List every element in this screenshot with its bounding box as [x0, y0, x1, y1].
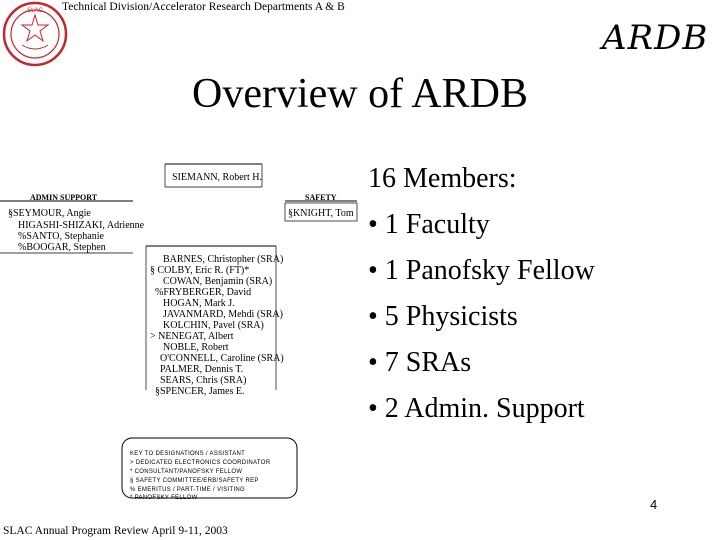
legend-line: * CONSULTANT/PANOFSKY FELLOW	[130, 469, 243, 475]
department-header: Technical Division/Accelerator Research Departments A & B	[62, 1, 345, 13]
staff-member: O'CONNELL, Caroline (SRA)	[160, 353, 284, 364]
safety-label: SAFETY	[305, 193, 337, 202]
admin-support-label: ADMIN SUPPORT	[30, 193, 98, 202]
admin-member: %SANTO, Stephanie	[18, 231, 104, 242]
summary-bullet: • 2 Admin. Support	[368, 393, 585, 424]
staff-list	[150, 254, 284, 397]
summary-bullet: • 5 Physicists	[368, 301, 518, 332]
staff-member: §SPENCER, James E.	[155, 386, 245, 397]
admin-members	[8, 208, 145, 253]
slac-seal-icon	[2, 1, 68, 67]
legend-line: % EMERITUS / PART-TIME / VISITING	[130, 487, 246, 493]
summary-bullet: • 1 Panofsky Fellow	[368, 255, 595, 286]
staff-member: SEARS, Chris (SRA)	[160, 375, 247, 386]
admin-member: %BOOGAR, Stephen	[18, 242, 106, 253]
legend-line: KEY TO DESIGNATIONS / ASSISTANT	[130, 451, 246, 457]
staff-member: KOLCHIN, Pavel (SRA)	[163, 320, 264, 331]
safety-member: §KNIGHT, Tom	[288, 208, 354, 219]
ardb-mark: ARDB	[602, 18, 709, 58]
footer: SLAC Annual Program Review April 9-11, 2003	[3, 525, 228, 537]
admin-member: §SEYMOUR, Angie	[8, 208, 91, 219]
staff-member: PALMER, Dennis T.	[160, 364, 244, 375]
admin-member: HIGASHI-SHIZAKI, Adrienne	[18, 220, 145, 231]
staff-member: NOBLE, Robert	[163, 342, 229, 353]
staff-member: %FRYBERGER, David	[155, 287, 252, 298]
staff-member: § COLBY, Eric R. (FT)*	[150, 265, 250, 276]
org-chart	[0, 155, 360, 500]
staff-member: COWAN, Benjamin (SRA)	[163, 276, 273, 287]
summary-list	[368, 156, 595, 432]
summary-bullet: • 7 SRAs	[368, 347, 472, 378]
staff-member: HOGAN, Mark J.	[163, 298, 235, 309]
legend	[130, 451, 271, 500]
legend-line: > DEDICATED ELECTRONICS COORDINATOR	[130, 460, 271, 466]
org-head: SIEMANN, Robert H.	[172, 172, 262, 183]
page-number: 4	[650, 497, 658, 512]
staff-member: BARNES, Christopher (SRA)	[163, 254, 284, 265]
legend-line: § SAFETY COMMITTEE/ERB/SAFETY REP	[130, 478, 259, 484]
summary-heading: 16 Members:	[368, 163, 517, 194]
legend-line: * PANOFSKY FELLOW	[130, 495, 198, 500]
logo-text: SLAC	[27, 8, 43, 14]
summary-bullet: • 1 Faculty	[368, 209, 490, 240]
staff-member: JAVANMARD, Mehdi (SRA)	[163, 309, 283, 320]
page-title: Overview of ARDB	[192, 71, 528, 117]
staff-member: > NENEGAT, Albert	[150, 331, 234, 342]
